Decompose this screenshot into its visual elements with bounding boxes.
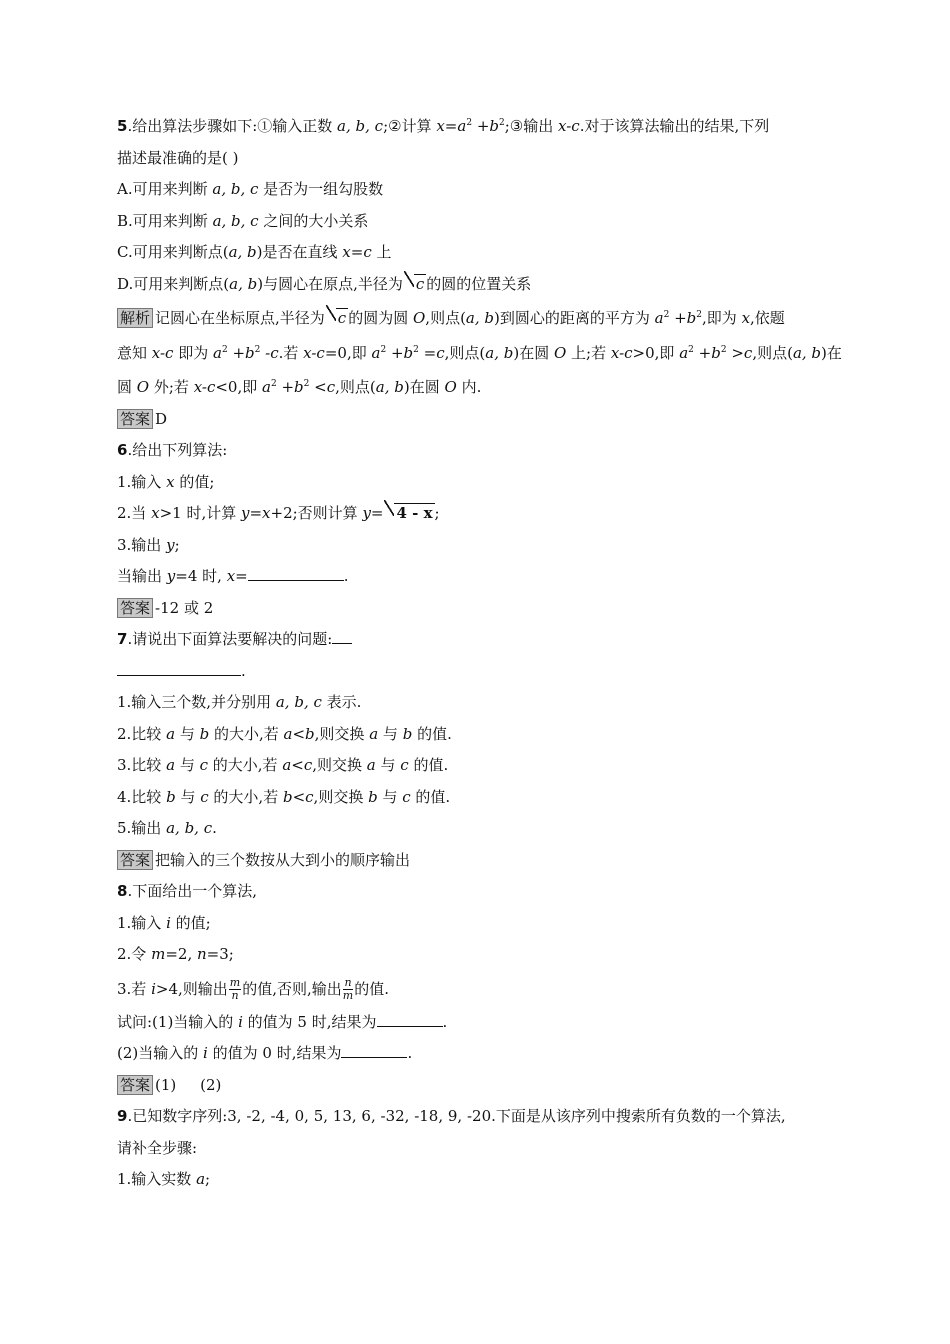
q9-number: 9 [117, 1107, 128, 1125]
q5-stem-line2: 描述最准确的是( ) [117, 148, 239, 167]
q8-step3: 3.若 i>4,则输出 $\frac{m}{n}$ 的值,否则,输出 $\frac{n}{m}$ 的值. [117, 976, 389, 1002]
sqrt-symbol: c [403, 269, 426, 301]
answer-tag: 答案 [117, 598, 153, 618]
answer-value: D [155, 409, 168, 428]
q9-step1: 1.输入实数 a; [117, 1170, 211, 1188]
q7-stem: 7.请说出下面算法要解决的问题: [117, 624, 837, 656]
answer-value: -12 或 2 [155, 598, 214, 617]
analysis-tag: 解析 [117, 308, 153, 328]
q6-number: 6 [117, 441, 128, 459]
q7-answer [117, 845, 837, 877]
q5-answer [117, 404, 837, 436]
answer-blank[interactable] [117, 660, 241, 676]
fraction-m-over-n: $\frac{m}{n}$ [229, 976, 241, 1002]
document-page [117, 108, 842, 1196]
q8-number: 8 [117, 882, 128, 900]
q7-number: 7 [117, 630, 128, 648]
q9-stem-line2: 请补全步骤: [117, 1138, 198, 1157]
q5-option-c: C.可用来判断点(a, b)是否在直线 x=c 上 [117, 243, 392, 261]
q7-step2: 2.比较 a 与 b 的大小,若 a<b,则交换 a 与 b 的值. [117, 724, 452, 743]
sqrt-symbol: c [325, 303, 348, 335]
q5-option-a: A.可用来判断 a, b, c 是否为一组勾股数 [117, 180, 384, 198]
q5-option-d: D.可用来判断点(a, b)与圆心在原点,半径为 c 的圆的位置关系 [117, 269, 837, 301]
sqrt-symbol: 4 - x [383, 498, 434, 530]
q8-stem: 8.下面给出一个算法, [117, 882, 257, 900]
q6-question: 当输出 y=4 时, x= . [117, 567, 349, 585]
fraction-n-over-m: $\frac{n}{m}$ [342, 976, 354, 1002]
answer-value: 把输入的三个数按从大到小的顺序输出 [155, 850, 411, 869]
q7-step5: 5.输出 a, b, c. [117, 819, 217, 837]
q5-analysis-line1: 解析 记圆心在坐标原点,半径为 c 的圆为圆 O,则点(a, b)到圆心的距离的平方为 $a^2 +b^2$,即为 x,依题 [117, 300, 837, 335]
q8-step1: 1.输入 i 的值; [117, 913, 211, 932]
q6-stem: 6.给出下列算法: [117, 441, 228, 459]
q6-step1: 1.输入 x 的值; [117, 472, 215, 491]
q8-question2: (2)当输入的 i 的值为 0 时,结果为 . [117, 1044, 413, 1062]
q8-step2: 2.令 m=2, n=3; [117, 945, 234, 963]
q9-stem-line1: 9.已知数字序列:3, -2, -4, 0, 5, 13, 6, -32, -18, 9, -20.下面是从该序列中搜索所有负数的一个算法, [117, 1107, 786, 1125]
q5-stem-line1: 5.给出算法步骤如下:①输入正数 a, b, c;②计算 $x=a^2$ $+b^2;③$输出 x-c.对于该算法输出的结果,下列 [117, 117, 770, 135]
q5-analysis-line2: 意知 x-c 即为 $a^2 +b^2$ -c.若 x-c=0,即 $a^2 +b^2 =c$,则点(a, b)在圆 O 上;若 x-c>0,即 $a^2 +b^2 >c$,则点(a, b)在 [117, 343, 842, 362]
q7-step1: 1.输入三个数,并分别用 a, b, c 表示. [117, 693, 362, 711]
q6-answer [117, 593, 837, 625]
answer-tag: 答案 [117, 1075, 153, 1095]
q7-step4: 4.比较 b 与 c 的大小,若 b<c,则交换 b 与 c 的值. [117, 787, 451, 806]
q5-analysis-line3: 圆 O 外;若 x-c<0,即 $a^2 +b^2 <c$,则点(a, b)在圆 O 内. [117, 378, 482, 396]
answer-blank[interactable] [332, 628, 352, 644]
q8-question1: 试问:(1)当输入的 i 的值为 5 时,结果为 . [117, 1012, 448, 1031]
answer-value: (1) (2) [155, 1075, 222, 1094]
answer-blank[interactable] [248, 565, 344, 581]
answer-blank[interactable] [341, 1042, 407, 1058]
q7-blank-line: . [117, 656, 837, 688]
answer-tag: 答案 [117, 409, 153, 429]
q8-answer [117, 1070, 837, 1102]
q5-option-b: B.可用来判断 a, b, c 之间的大小关系 [117, 211, 369, 230]
answer-blank[interactable] [377, 1011, 443, 1027]
answer-tag: 答案 [117, 850, 153, 870]
q6-step2: 2.当 x>1 时,计算 y=x+2;否则计算 y= 4 - x ; [117, 498, 837, 530]
q7-step3: 3.比较 a 与 c 的大小,若 a<c,则交换 a 与 c 的值. [117, 756, 449, 774]
q5-number: 5 [117, 117, 128, 135]
q6-step3: 3.输出 y; [117, 535, 180, 554]
